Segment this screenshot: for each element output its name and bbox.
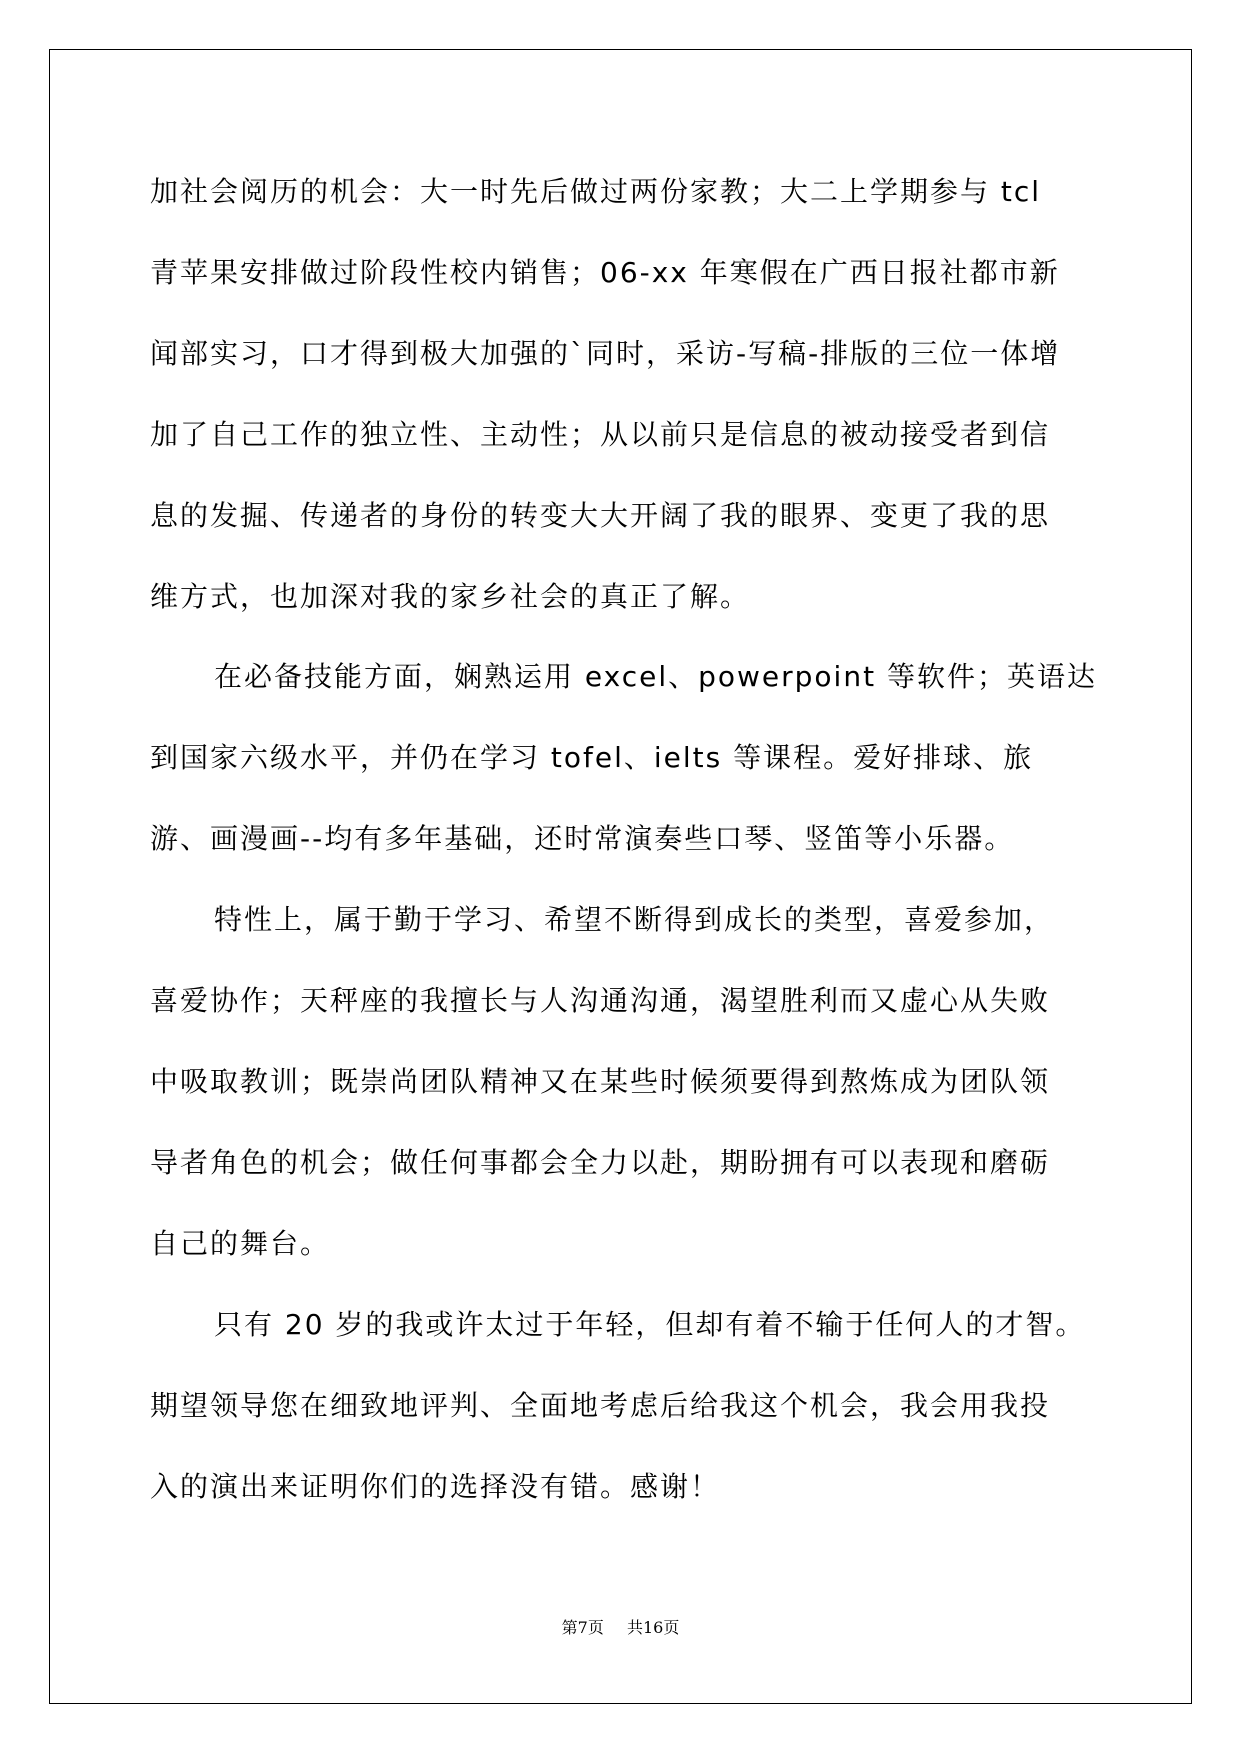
text-line: 在必备技能方面，娴熟运用 excel、powerpoint 等软件；英语达 (214, 660, 1097, 693)
text-line: 自己的舞台。 (150, 1227, 331, 1260)
text-line: 只有 20 岁的我或许太过于年轻，但却有着不输于任何人的才智。 (214, 1308, 1086, 1341)
page-border (49, 49, 1192, 1704)
text-line: 特性上，属于勤于学习、希望不断得到成长的类型，喜爱参加， (214, 903, 1055, 936)
text-line: 加了自己工作的独立性、主动性；从以前只是信息的被动接受者到信 (150, 418, 1051, 451)
text-line: 闻部实习，口才得到极大加强的`同时，采访-写稿-排版的三位一体增 (150, 337, 1061, 370)
page-footer (0, 1618, 1241, 1638)
text-line: 加社会阅历的机会：大一时先后做过两份家教；大二上学期参与 tcl (150, 175, 1042, 208)
text-line: 导者角色的机会；做任何事都会全力以赴，期盼拥有可以表现和磨砺 (150, 1146, 1051, 1179)
page-number: 第7页 (561, 1618, 604, 1637)
text-line: 息的发掘、传递者的身份的转变大大开阔了我的眼界、变更了我的思 (150, 499, 1051, 532)
text-line: 到国家六级水平，并仍在学习 tofel、ielts 等课程。爱好排球、旅 (150, 741, 1034, 774)
text-line: 青苹果安排做过阶段性校内销售；06-xx 年寒假在广西日报社都市新 (150, 256, 1060, 289)
text-line: 游、画漫画--均有多年基础，还时常演奏些口琴、竖笛等小乐器。 (150, 822, 1015, 855)
page-total: 共16页 (626, 1618, 680, 1637)
text-line: 入的演出来证明你们的选择没有错。感谢！ (150, 1470, 721, 1503)
text-line: 喜爱协作；天秤座的我擅长与人沟通沟通，渴望胜利而又虚心从失败 (150, 984, 1051, 1017)
text-line: 中吸取教训；既崇尚团队精神又在某些时候须要得到熬炼成为团队领 (150, 1065, 1051, 1098)
text-line: 期望领导您在细致地评判、全面地考虑后给我这个机会，我会用我投 (150, 1389, 1051, 1422)
text-line: 维方式，也加深对我的家乡社会的真正了解。 (150, 580, 751, 613)
